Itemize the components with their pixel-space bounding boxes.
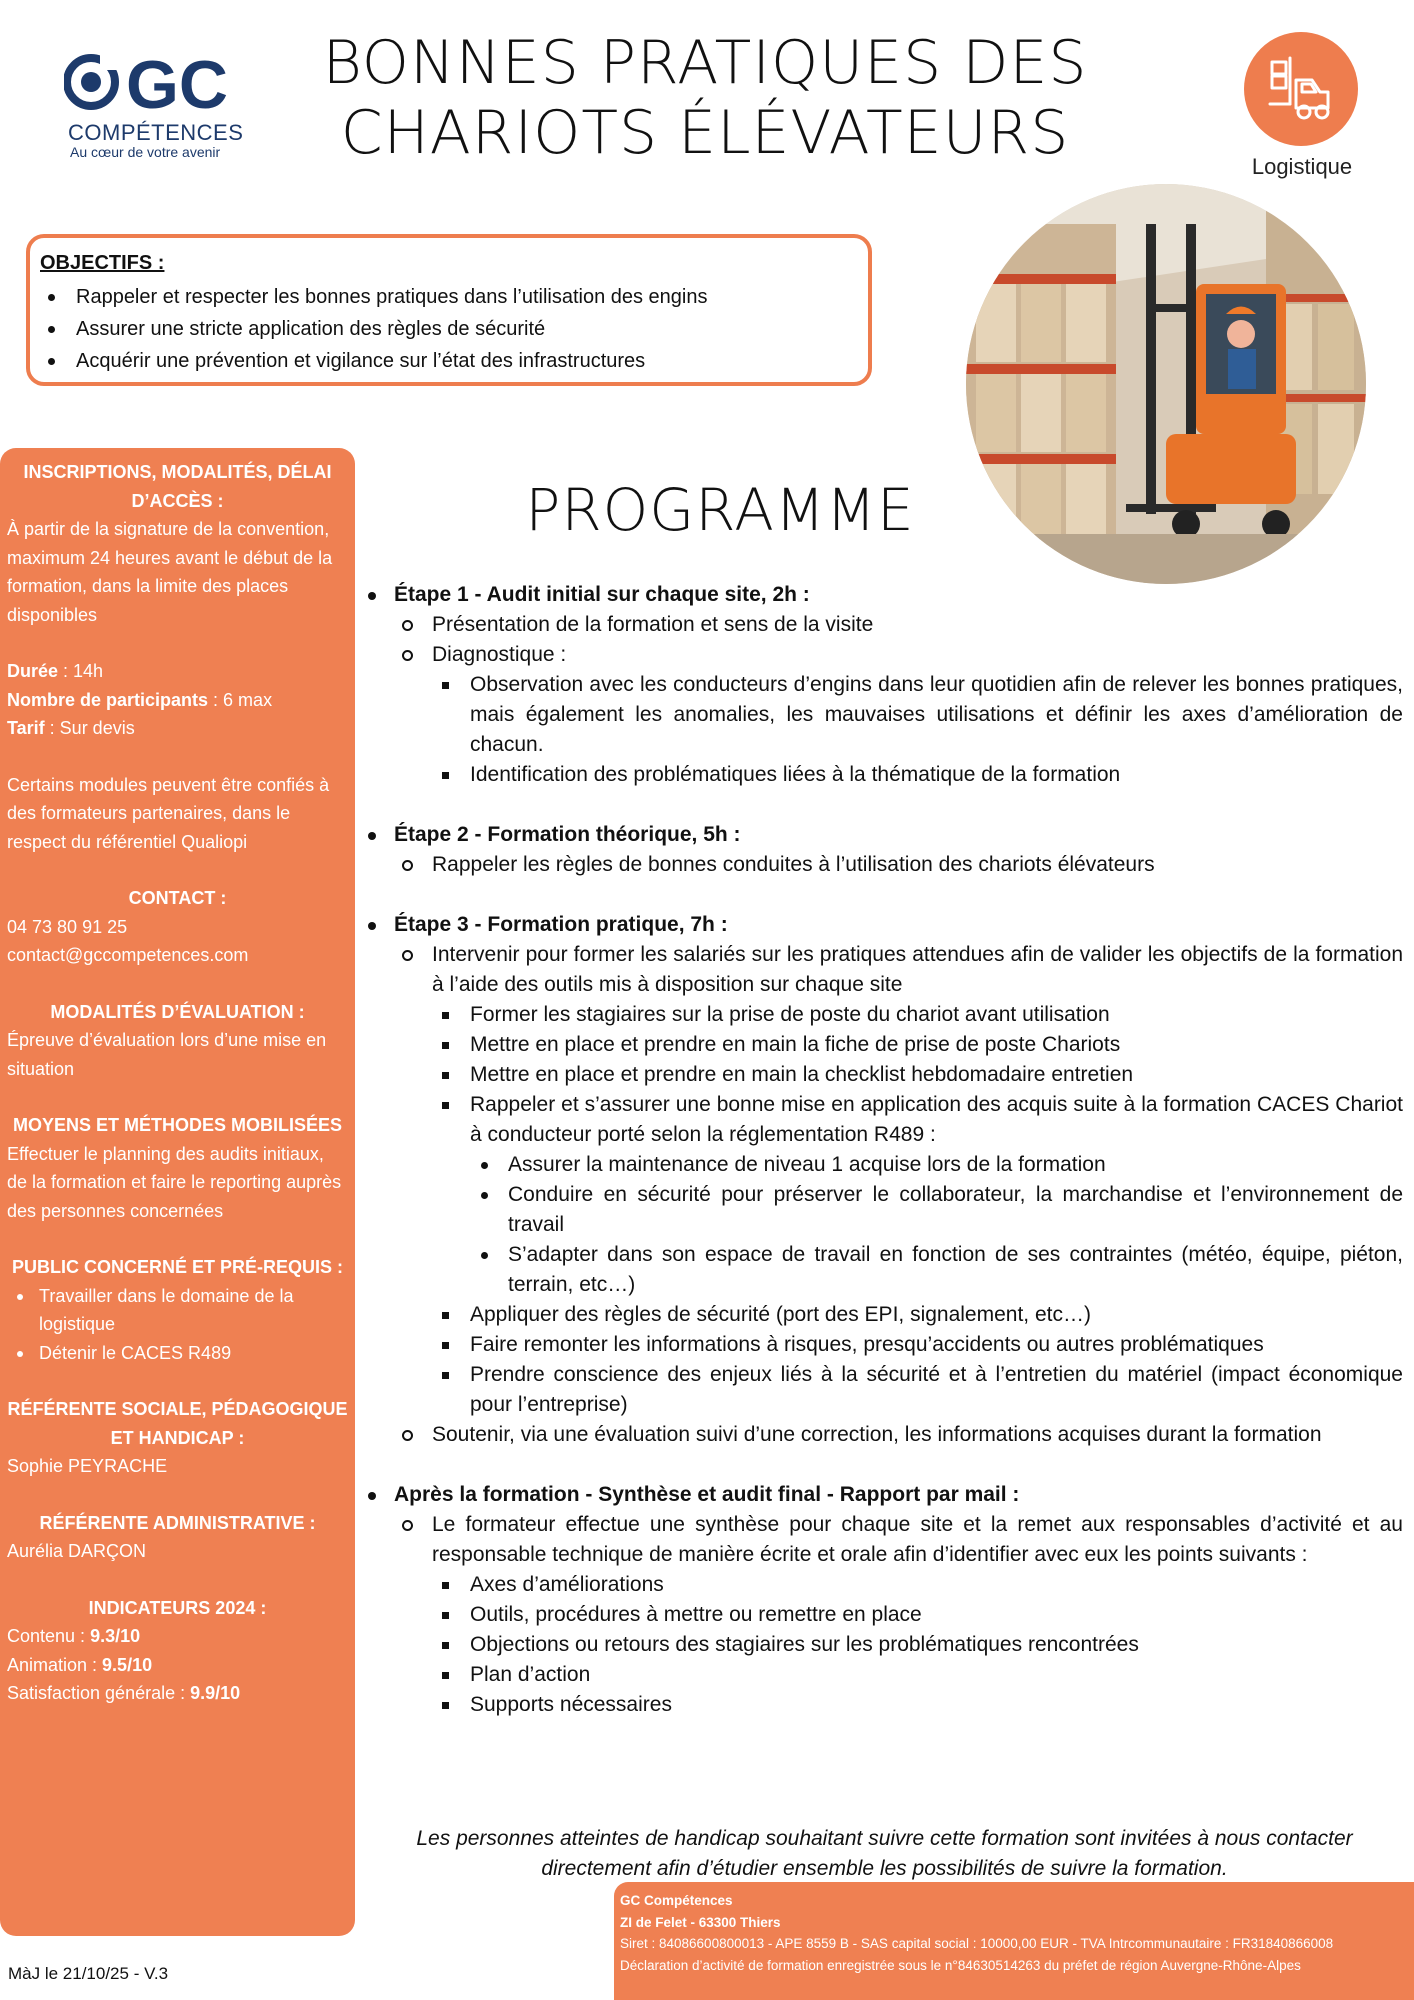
program-title: PROGRAMME — [525, 476, 915, 544]
category-label: Logistique — [1251, 154, 1353, 179]
program-content — [366, 580, 1403, 1720]
social-referent-heading: RÉFÉRENTE SOCIALE, PÉDAGOGIQUE ET HANDICAP : — [7, 1399, 348, 1448]
partners-text: Certains modules peuvent être confiés à des formateurs partenaires, dans le respect du référentiel Qualiopi — [7, 774, 330, 852]
program-stage — [366, 580, 1403, 790]
list-item: Soutenir, via une évaluation suivi d’une correction, les informations acquises durant la formation — [394, 1420, 1403, 1450]
list-item: Conduire en sécurité pour préserver le collaborateur, la marchandise et l’environnement de travail — [470, 1180, 1403, 1240]
indicator-row — [7, 1622, 348, 1651]
list-item: S’adapter dans son espace de travail en fonction de ses contraintes (météo, équipe, piéton, terrain, etc…) — [470, 1240, 1403, 1300]
public-item: Travailler dans le domaine de la logistique — [7, 1282, 348, 1339]
logo-mark — [64, 50, 254, 120]
logo-subtitle: COMPÉTENCES — [68, 120, 244, 145]
forklift-icon — [1266, 54, 1336, 124]
participants — [7, 686, 348, 715]
contact-heading: CONTACT : — [128, 888, 227, 908]
list-item-text: Le formateur effectue une synthèse pour chaque site et la remet aux responsables d’activité et au responsable technique de manière écrite et orale afin d’identifier avec eux les points suivants : — [432, 1513, 1403, 1566]
objectives-title: OBJECTIFS : — [40, 252, 165, 274]
category-badge — [1244, 32, 1358, 146]
participants-value: : 6 max — [208, 689, 273, 710]
list-item-text: Diagnostique : — [432, 643, 567, 666]
stage-title: Étape 1 - Audit initial sur chaque site, 2h : — [394, 583, 810, 606]
list-item: Mettre en place et prendre en main la fiche de prise de poste Chariots — [432, 1030, 1403, 1060]
list-item-text: Rappeler et s’assurer une bonne mise en application des acquis suite à la formation CACES Chariot à conducteur porté selon la réglementation R489 : — [470, 1093, 1403, 1146]
indicator-value: 9.9/10 — [190, 1683, 241, 1703]
objective-item: Assurer une stricte application des règles de sécurité — [40, 313, 858, 345]
list-item: Identification des problématiques liées à la thématique de la formation — [432, 760, 1403, 790]
duration-value: : 14h — [58, 661, 104, 681]
list-item: Assurer la maintenance de niveau 1 acquise lors de la formation — [470, 1150, 1403, 1180]
forklift-warehouse-photo — [966, 184, 1366, 584]
indicator-value: 9.5/10 — [102, 1654, 153, 1675]
price-value: : Sur devis — [44, 718, 135, 738]
page-title-line1: BONNES PRATIQUES DES — [322, 28, 1088, 98]
duration-label: Durée — [7, 661, 59, 681]
means-heading: MOYENS ET MÉTHODES MOBILISÉES — [12, 1115, 343, 1135]
participants-label: Nombre de participants — [7, 689, 209, 710]
shelves-left — [966, 224, 1116, 584]
list-item: Mettre en place et prendre en main la checklist hebdomadaire entretien — [432, 1060, 1403, 1090]
list-item: Objections ou retours des stagiaires sur les problématiques rencontrées — [432, 1630, 1403, 1660]
objectives-box — [26, 234, 872, 386]
list-item: Supports nécessaires — [432, 1690, 1403, 1720]
access-text: À partir de la signature de la convention, maximum 24 heures avant le début de la formation, dans la limite des places disponibles — [7, 519, 333, 625]
list-item: Former les stagiaires sur la prise de poste du chariot avant utilisation — [432, 1000, 1403, 1030]
evaluation-heading: MODALITÉS D’ÉVALUATION : — [50, 1001, 305, 1022]
indicator-label: Contenu : — [7, 1626, 91, 1646]
indicator-value: 9.3/10 — [90, 1626, 141, 1646]
list-item: Rappeler les règles de bonnes conduites à l’utilisation des chariots élévateurs — [394, 850, 1403, 880]
list-item: Axes d’améliorations — [432, 1570, 1403, 1600]
social-referent-name: Sophie PEYRACHE — [7, 1456, 168, 1476]
admin-referent-heading: RÉFÉRENTE ADMINISTRATIVE : — [39, 1512, 316, 1533]
stage-title: Étape 2 - Formation théorique, 5h : — [394, 823, 741, 846]
price — [7, 714, 348, 743]
list-item: Présentation de la formation et sens de la visite — [394, 610, 1403, 640]
contact-email[interactable]: contact@gccompetences.com — [7, 945, 249, 965]
indicator-row — [7, 1679, 348, 1708]
accessibility-note: Les personnes atteintes de handicap souhaitant suivre cette formation sont invitées à nous contacter directement afin d’étudier ensemble les possibilités de suivre la formation. — [416, 1827, 1353, 1880]
company-footer — [614, 1882, 1414, 2000]
means-text: Effectuer le planning des audits initiaux, de la formation et faire le reporting auprès des personnes concernées — [7, 1143, 342, 1221]
list-item: Plan d’action — [432, 1660, 1403, 1690]
page-title — [280, 28, 1130, 168]
info-sidebar — [0, 448, 355, 1936]
stage-title: Étape 3 - Formation pratique, 7h : — [394, 913, 728, 936]
list-item: Appliquer des règles de sécurité (port des EPI, signalement, etc…) — [432, 1300, 1403, 1330]
list-item — [432, 1090, 1403, 1300]
objective-item: Rappeler et respecter les bonnes pratiques dans l’utilisation des engins — [40, 281, 858, 313]
list-item: Observation avec les conducteurs d’engins dans leur quotidien afin de relever les bonnes pratiques, mais également les anomalies, les mauvaises utilisations et définir les axes d’amélioration de chacun. — [432, 670, 1403, 760]
company-logo — [64, 50, 254, 162]
program-stage — [366, 1480, 1403, 1720]
public-heading: PUBLIC CONCERNÉ ET PRÉ-REQUIS : — [11, 1257, 344, 1277]
public-item: Détenir le CACES R489 — [7, 1339, 348, 1368]
objective-item: Acquérir une prévention et vigilance sur l’état des infrastructures — [40, 345, 858, 377]
list-item: Faire remonter les informations à risques, presqu’accidents ou autres problématiques — [432, 1330, 1403, 1360]
logo-brand: GC — [126, 50, 228, 120]
list-item: Prendre conscience des enjeux liés à la sécurité et à l’entretien du matériel (impact économique pour l’entreprise) — [432, 1360, 1403, 1420]
version-label: MàJ le 21/10/25 - V.3 — [8, 1964, 169, 1983]
page-title-line2: CHARIOTS ÉLÉVATEURS — [340, 98, 1070, 168]
indicator-label: Animation : — [7, 1654, 103, 1675]
indicator-label: Satisfaction générale : — [7, 1683, 191, 1703]
objectives-list — [40, 281, 858, 377]
list-item — [394, 640, 1403, 790]
indicator-row — [7, 1651, 348, 1680]
footer-declaration: Déclaration d’activité de formation enregistrée sous le n°84630514263 du préfet de région Auvergne-Rhône-Alpes — [620, 1957, 1301, 1973]
access-heading: INSCRIPTIONS, MODALITÉS, DÉLAI D’ACCÈS : — [23, 462, 332, 511]
admin-referent-name: Aurélia DARÇON — [7, 1541, 147, 1561]
public-list — [7, 1282, 348, 1368]
footer-address: ZI de Felet - 63300 Thiers — [620, 1914, 781, 1930]
price-label: Tarif — [7, 718, 45, 738]
list-item — [394, 940, 1403, 1420]
evaluation-text: Épreuve d’évaluation lors d’une mise en situation — [7, 1030, 327, 1079]
footer-legal: Siret : 84086600800013 - APE 8559 B - SAS capital social : 10000,00 EUR - TVA Intrcommunautaire : FR31840866008 — [620, 1936, 1334, 1951]
footer-company: GC Compétences — [620, 1893, 733, 1908]
contact-phone[interactable]: 04 73 80 91 25 — [7, 916, 128, 937]
program-stage — [366, 910, 1403, 1450]
stage-title: Après la formation - Synthèse et audit final - Rapport par mail : — [394, 1483, 1020, 1506]
list-item — [394, 1510, 1403, 1720]
list-item: Outils, procédures à mettre ou remettre en place — [432, 1600, 1403, 1630]
logo-tagline: Au cœur de votre avenir — [70, 144, 221, 160]
indicators-heading: INDICATEURS 2024 : — [88, 1597, 267, 1618]
program-stage — [366, 820, 1403, 880]
duration — [7, 657, 348, 686]
list-item-text: Intervenir pour former les salariés sur les pratiques attendues afin de valider les objectifs de la formation à l’aide des outils mis à disposition sur chaque site — [432, 943, 1403, 996]
